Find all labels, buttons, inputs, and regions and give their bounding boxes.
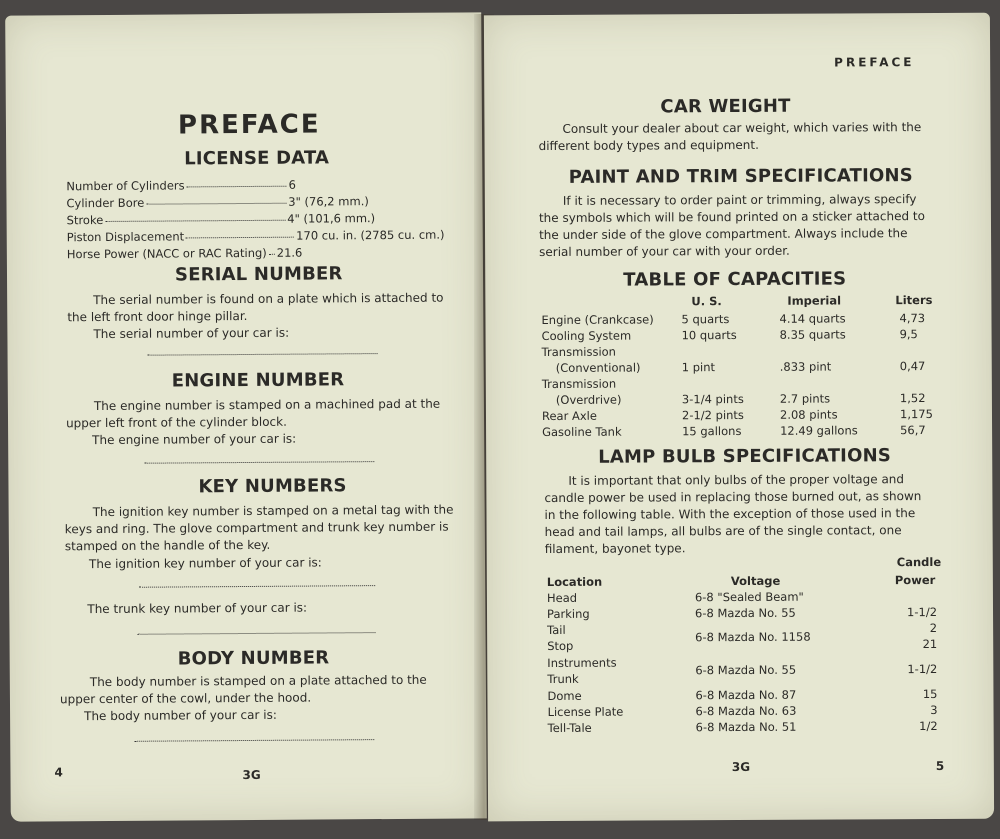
- capacities-heading: TABLE OF CAPACITIES: [623, 268, 847, 291]
- left-page: [5, 12, 487, 821]
- car-weight-text: Consult your dealer about car weight, which varies with the different body types and equipment.: [538, 120, 922, 154]
- lamp-voltage: 6-8 Mazda No. 55: [694, 605, 796, 621]
- capacity-imperial: 2.7 pints: [779, 391, 831, 406]
- capacity-us: 3-1/4 pints: [681, 391, 744, 407]
- running-head: PREFACE: [834, 55, 915, 70]
- license-row: [66, 178, 296, 194]
- license-label: Horse Power (NACC or RAC Rating): [66, 245, 267, 262]
- column-header-us: U. S.: [691, 294, 722, 309]
- capacity-imperial: 2.08 pints: [779, 407, 838, 422]
- page-number: 4: [54, 765, 63, 780]
- capacity-item: Transmission: [541, 344, 616, 360]
- capacity-item: Transmission: [541, 376, 617, 392]
- footer-code: 3G: [242, 767, 261, 783]
- lamp-power: 3: [930, 702, 938, 718]
- capacity-item: Cooling System: [541, 328, 632, 344]
- license-value: 21.6: [276, 245, 303, 260]
- lamp-location: Dome: [547, 688, 582, 704]
- lamp-location: Trunk: [547, 671, 579, 687]
- ignition-key-blank-line: [139, 585, 375, 588]
- page-title: PREFACE: [177, 109, 321, 141]
- body-number-heading: BODY NUMBER: [177, 647, 330, 670]
- lamp-location: License Plate: [547, 704, 624, 720]
- license-label: Cylinder Bore: [66, 195, 145, 211]
- license-row: [67, 228, 445, 245]
- capacity-us: 10 quarts: [681, 328, 737, 343]
- capacity-liters: 1,52: [899, 391, 926, 406]
- lamp-location: Stop: [547, 638, 574, 654]
- lamp-location: Instruments: [547, 655, 617, 671]
- trunk-key-prompt: The trunk key number of your car is:: [87, 600, 308, 617]
- capacity-liters: 4,73: [899, 311, 926, 326]
- license-row: [66, 194, 368, 210]
- capacity-item: Rear Axle: [541, 408, 597, 424]
- license-value: 4" (101,6 mm.): [287, 211, 376, 226]
- ignition-key-prompt: The ignition key number of your car is:: [88, 555, 322, 572]
- lamp-voltage: 6-8 Mazda No. 87: [695, 687, 797, 703]
- engine-number-text: The engine number is stamped on a machined pad at the upper left front of the cylinder block.: [65, 396, 441, 431]
- serial-number-blank-line: [148, 353, 378, 356]
- lamp-power: 2: [929, 620, 938, 636]
- lamp-location: Head: [546, 590, 578, 606]
- license-label: Number of Cylinders: [66, 178, 185, 194]
- lamp-bulb-text: It is important that only bulbs of the proper voltage and candle power be used in replacing those burned out, as shown in the following table. With the exception of those used in the head and tail lamps, all bulbs are of the single contact, one filament, bayonet type.: [544, 472, 922, 557]
- lamp-voltage: 6-8 Mazda No. 55: [695, 662, 797, 678]
- serial-number-heading: SERIAL NUMBER: [174, 263, 343, 286]
- license-data-heading: LICENSE DATA: [184, 147, 330, 170]
- footer-code: 3G: [731, 759, 751, 775]
- capacity-imperial: 8.35 quarts: [779, 327, 846, 342]
- column-header-imperial: Imperial: [787, 293, 842, 308]
- license-value: 170 cu. in. (2785 cu. cm.): [296, 227, 445, 243]
- lamp-voltage: 6-8 Mazda No. 63: [695, 703, 797, 719]
- license-label: Stroke: [66, 212, 104, 228]
- lamp-power: 15: [922, 686, 938, 702]
- lamp-voltage: 6-8 "Sealed Beam": [694, 589, 804, 605]
- serial-number-prompt: The serial number of your car is:: [93, 325, 290, 342]
- body-number-prompt: The body number of your car is:: [84, 707, 277, 724]
- lamp-location: Tell-Tale: [547, 720, 592, 736]
- license-value: 6: [288, 177, 296, 192]
- capacity-item: Gasoline Tank: [542, 424, 622, 440]
- lamp-power: 1/2: [919, 718, 938, 734]
- lamp-bulb-heading: LAMP BULB SPECIFICATIONS: [598, 445, 892, 468]
- license-row: [67, 211, 376, 227]
- key-numbers-text: The ignition key number is stamped on a metal tag with the keys and ring. The glove compartment and trunk key number is stamped on the handle of the key.: [64, 502, 454, 554]
- license-row: [67, 246, 303, 262]
- car-weight-heading: CAR WEIGHT: [660, 95, 791, 118]
- right-page: [484, 13, 994, 822]
- engine-number-prompt: The engine number of your car is:: [92, 431, 297, 448]
- column-header-candle: Candle: [896, 554, 942, 570]
- capacity-imperial: 4.14 quarts: [779, 311, 846, 326]
- capacity-liters: 56,7: [900, 423, 926, 438]
- capacity-us: 15 gallons: [682, 423, 742, 439]
- column-header-liters: Liters: [895, 292, 933, 308]
- lamp-power: 1-1/2: [907, 604, 938, 620]
- capacity-us: 2-1/2 pints: [681, 407, 744, 423]
- lamp-location: Tail: [547, 622, 566, 638]
- engine-number-heading: ENGINE NUMBER: [171, 369, 345, 392]
- trunk-key-blank-line: [138, 632, 376, 635]
- capacity-imperial: 12.49 gallons: [780, 423, 858, 438]
- body-number-text: The body number is stamped on a plate attached to the upper center of the cowl, under the hood.: [59, 672, 427, 707]
- capacity-liters: 1,175: [899, 406, 933, 422]
- capacity-item: (Overdrive): [555, 392, 622, 407]
- capacity-imperial: .833 pint: [779, 359, 832, 374]
- capacity-item: Engine (Crankcase): [541, 312, 654, 328]
- column-header-location: Location: [546, 574, 603, 590]
- key-numbers-heading: KEY NUMBERS: [198, 475, 347, 498]
- capacity-item: (Conventional): [555, 360, 641, 375]
- lamp-power: 21: [922, 636, 938, 652]
- column-header-voltage: Voltage: [730, 573, 781, 589]
- lamp-voltage: 6-8 Mazda No. 1158: [695, 629, 811, 645]
- paint-trim-heading: PAINT AND TRIM SPECIFICATIONS: [568, 165, 913, 188]
- lamp-power: 1-1/2: [907, 661, 938, 677]
- column-header-power: Power: [894, 572, 936, 588]
- engine-number-blank-line: [144, 461, 374, 464]
- capacity-us: 5 quarts: [681, 312, 730, 327]
- body-number-blank-line: [134, 739, 374, 742]
- lamp-location: Parking: [546, 606, 590, 622]
- license-label: Piston Displacement: [66, 229, 185, 245]
- paint-trim-text: If it is necessary to order paint or trimming, always specify the symbols which will be found printed on a sticker attached to the under side of the glove compartment. Always include the serial number of your car with your order.: [538, 192, 925, 260]
- page-number: 5: [935, 758, 945, 773]
- capacity-us: 1 pint: [681, 360, 716, 375]
- capacity-liters: 9,5: [899, 327, 918, 342]
- capacity-liters: 0,47: [899, 359, 926, 374]
- license-value: 3" (76,2 mm.): [288, 194, 369, 209]
- lamp-voltage: 6-8 Mazda No. 51: [695, 719, 797, 735]
- serial-number-text: The serial number is found on a plate which is attached to the left front door hinge pillar.: [67, 290, 444, 325]
